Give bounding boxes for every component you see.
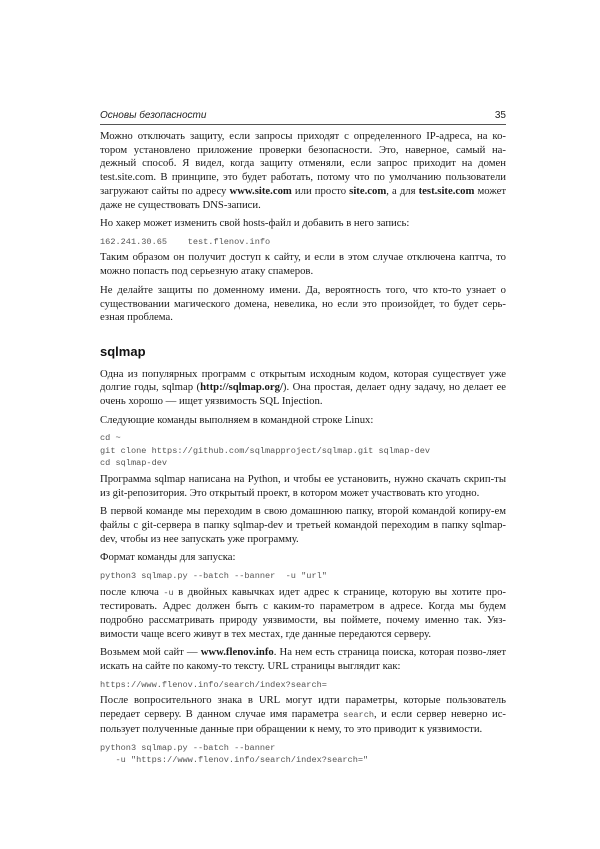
paragraph-commands: Следующие команды выполняем в командной строке Linux: bbox=[100, 413, 374, 426]
paragraph-ip-protection: Можно отключать защиту, если запросы приходят с определенного IP-адреса, на ко-тором установлено приложение проверки безопасности. Это, наверное, самый на-дежный способ. Я видел, когда защиту отменяли, если запрос приходит на домен test.site.com. В принципе, это будет работать, потому что по умолчанию пользователи загружают сайты по адресу www.site.com или просто site.com, а для test.site.com может даже не существовать DNS-записи. bbox=[100, 130, 506, 211]
paragraph-domain-warning: Не делайте защиты по доменному имени. Да, вероятность того, что кто-то узнает о существовании магического домена, невелика, но если это произойдет, то будет серь-езная проблема. bbox=[100, 283, 506, 324]
page-number: 35 bbox=[494, 110, 506, 121]
sqlmap-link: http://sqlmap.org/ bbox=[200, 381, 283, 394]
page-body bbox=[100, 130, 506, 770]
code-search-url: https://www.flenov.info/search/index?search= bbox=[100, 679, 327, 690]
code-run-example: python3 sqlmap.py --batch --banner -u "https://www.flenov.info/search/index?search=" bbox=[100, 742, 369, 765]
chapter-title: Основы безопасности bbox=[100, 110, 207, 121]
paragraph-python: Программа sqlmap написана на Python, и чтобы ее установить, нужно скачать скрип-ты из git-репозитория. Это открытый проект, в котором может участвовать кто угодно. bbox=[100, 472, 506, 499]
code-run-format: python3 sqlmap.py --batch --banner -u "url" bbox=[100, 571, 327, 582]
code-hosts-entry: 162.241.30.65 test.flenov.info bbox=[100, 236, 271, 247]
code-install: cd ~ git clone https://github.com/sqlmapproject/sqlmap.git sqlmap-dev cd sqlmap-dev bbox=[100, 433, 431, 469]
paragraph-captcha: Таким образом он получит доступ к сайту, и если в этом случае отключена каптча, то можно попасть под серьезную атаку спамеров. bbox=[100, 251, 506, 278]
paragraph-hosts: Но хакер может изменить свой hosts-файл и добавить в него запись: bbox=[100, 217, 410, 230]
header-rule bbox=[100, 124, 506, 125]
running-header bbox=[100, 110, 506, 121]
site-link: www.flenov.info bbox=[200, 646, 274, 659]
paragraph-parameters: После вопросительного знака в URL могут идти параметры, которые пользователь передает серверу. В данном случае имя параметра search, и если сервер неверно ис-пользует полученные данные при обращении к нему, то это приводит к уязвимости. bbox=[100, 694, 506, 735]
paragraph-sqlmap-intro: Одна из популярных программ с открытым исходным кодом, которая существует уже долгие годы, sqlmap (http://sqlmap.org/). Она простая, делает одну задачу, но делает ее очень хорошо — ищет уязвимость SQL Injection. bbox=[100, 367, 507, 408]
paragraph-format: Формат команды для запуска: bbox=[100, 551, 236, 564]
paragraph-key-u: после ключа -u в двойных кавычках идет адрес к странице, которую вы хотите про-тестировать. Адрес должен быть с каким-то параметром в адресе. Когда мы будем подробно рассматривать природу уязвимости, вы поймете, почему именно так. Уяз-вимости чаще всего живут в тех местах, где данные передаются серверу. bbox=[100, 585, 506, 640]
section-heading: sqlmap bbox=[100, 343, 146, 359]
paragraph-my-site: Возьмем мой сайт — www.flenov.info. На нем есть страница поиска, которая позво-ляет искать на сайте по какому-то тексту. URL страницы выглядит как: bbox=[100, 646, 506, 673]
paragraph-first-command: В первой команде мы переходим в свою домашнюю папку, второй командой копиру-ем файлы с git-сервера в папку sqlmap-dev и третьей командой переходим в папку sqlmap-dev, чтобы из нее запускать уже программу. bbox=[100, 505, 506, 545]
